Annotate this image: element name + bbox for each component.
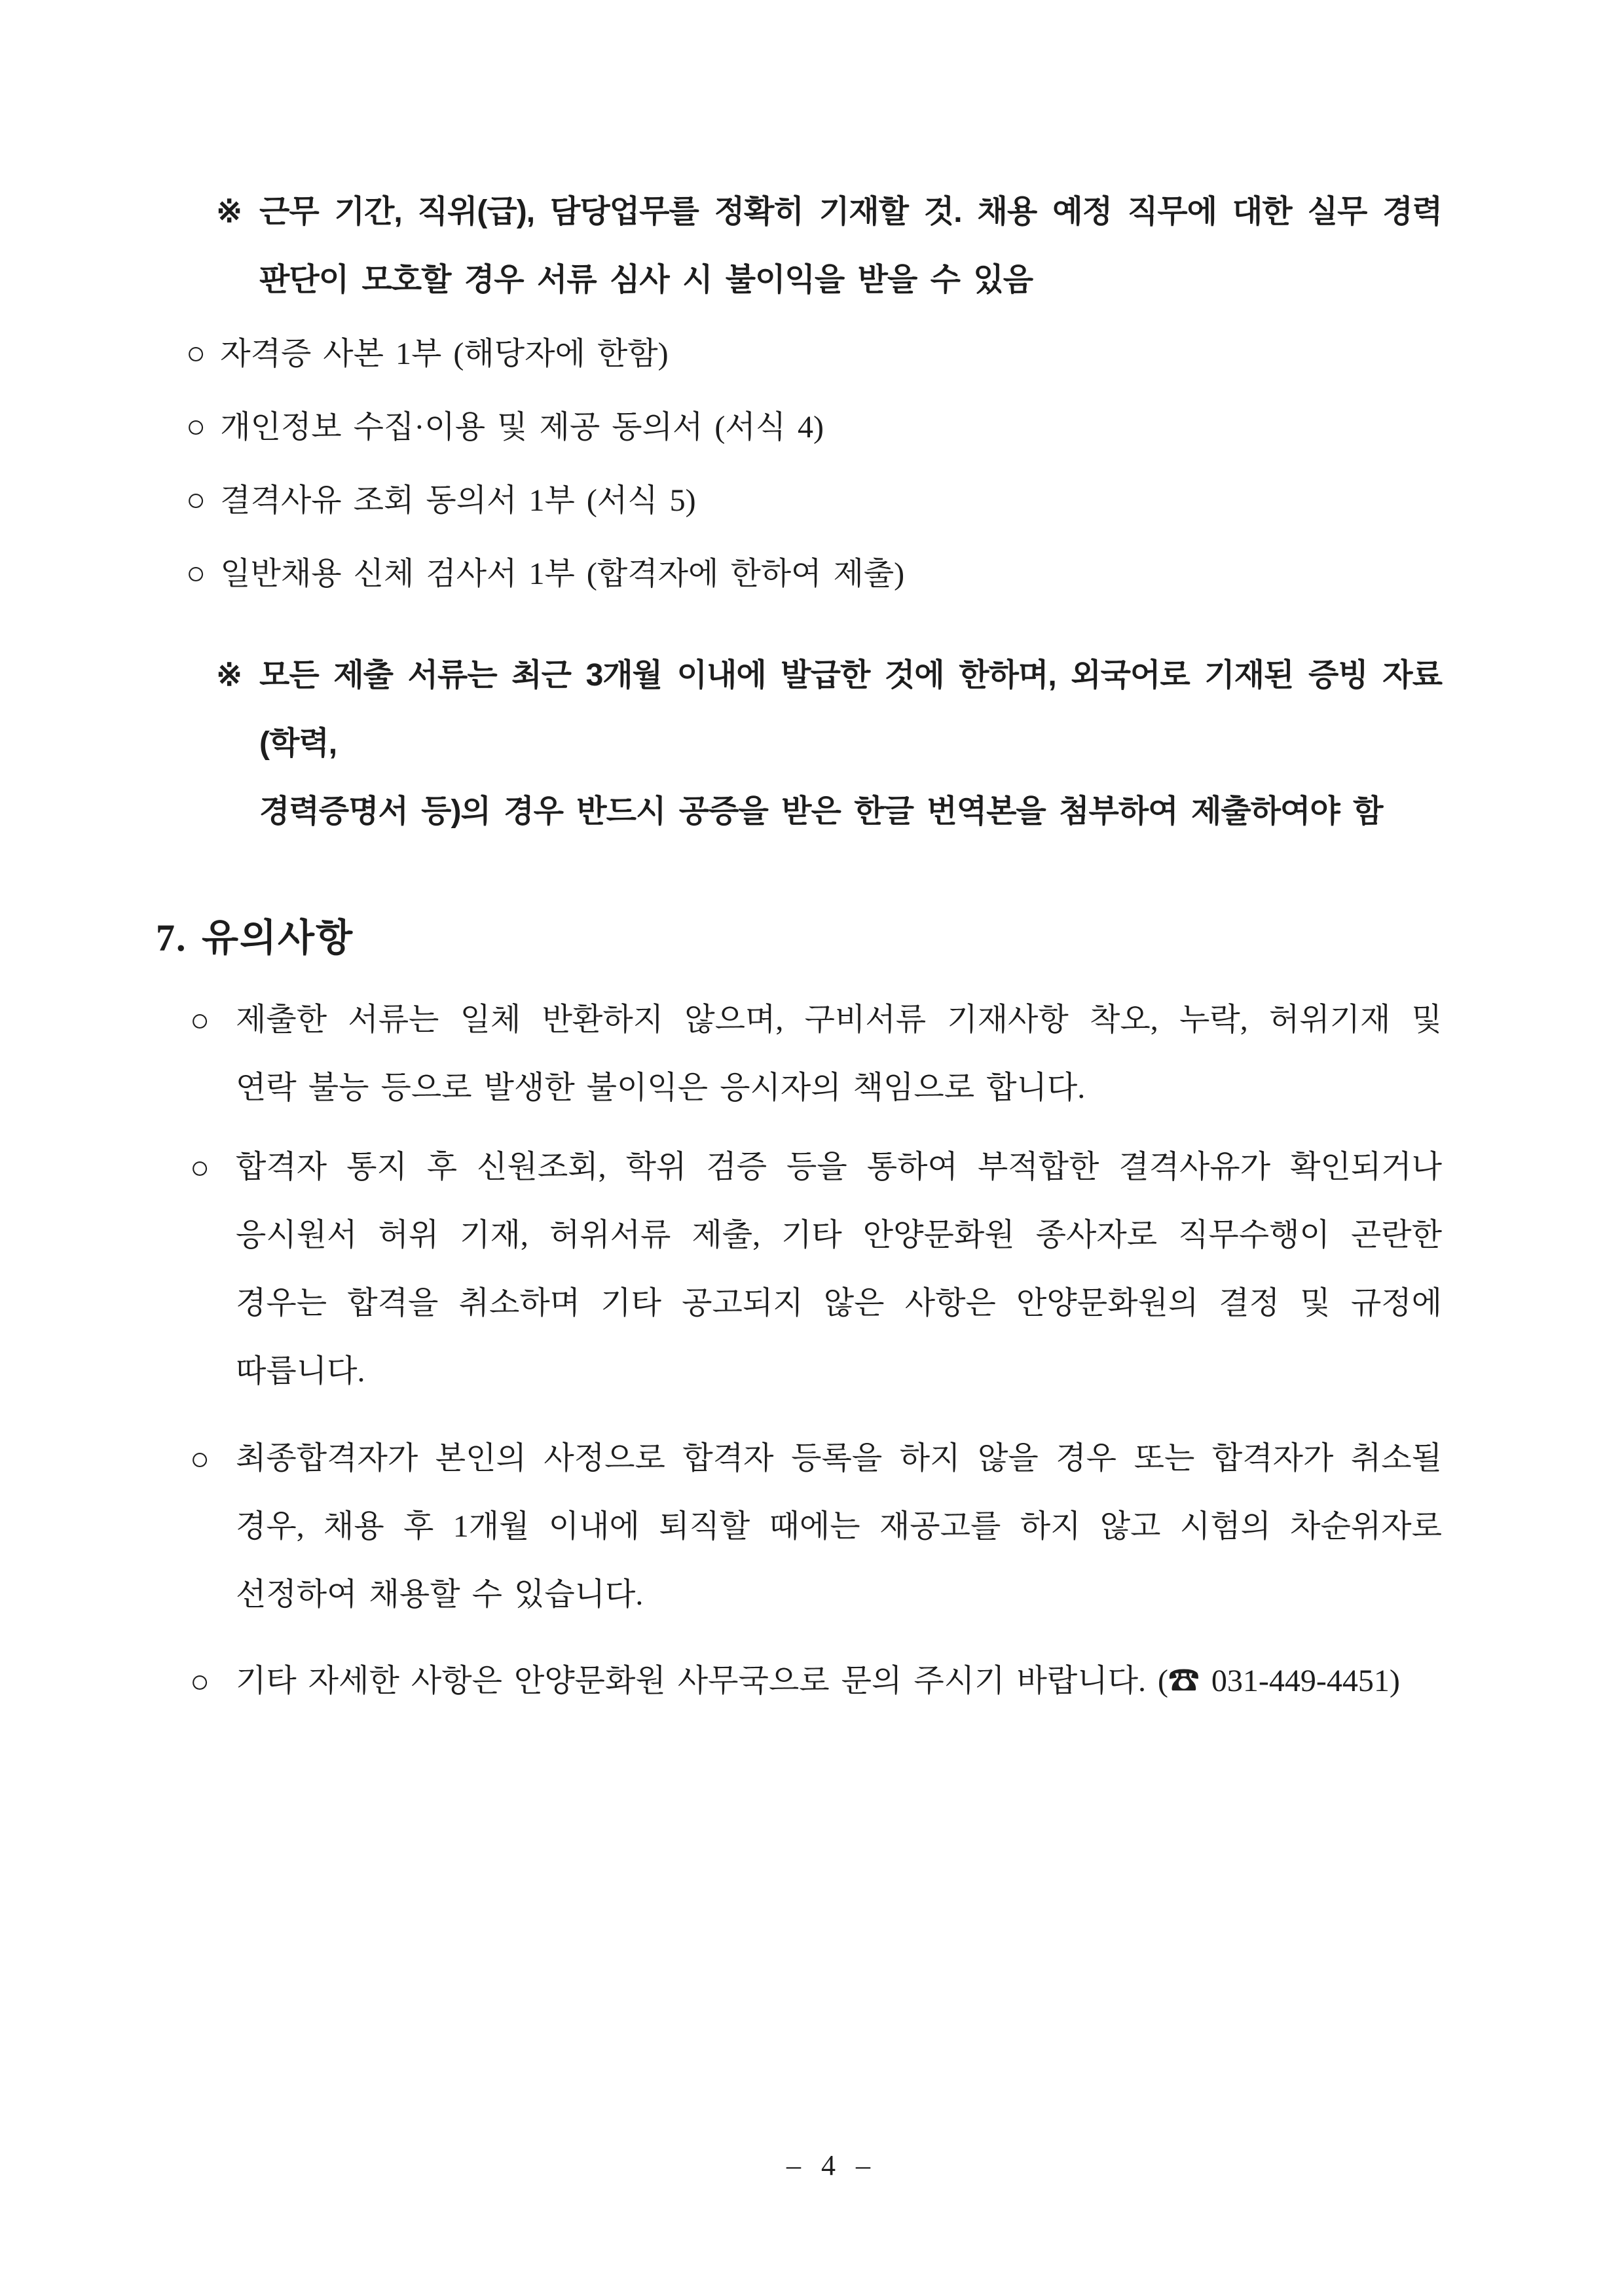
note-line: 경력증명서 등)의 경우 반드시 공증을 받은 한글 번역본을 첨부하여 제출하여야 함 [259,794,1383,829]
paragraph-runner-up [190,1425,1442,1629]
section-heading: 7. 유의사항 [156,917,354,959]
list-item-text: 결격사유 조회 동의서 1부 (서식 5) [220,483,696,518]
circle-bullet-icon: ○ [190,1002,210,1038]
paragraph-disqualification [190,1133,1442,1406]
circle-bullet-icon: ○ [190,1440,210,1477]
note-line: 근무 기간, 직위(급), 담당업무를 정확히 기재할 것. 채용 예정 직무에 대한 실무 경력 [259,194,1442,229]
circle-bullet-icon: ○ [186,335,206,371]
circle-bullet-icon: ○ [190,1663,210,1700]
note-recent-issue [216,642,1442,846]
attachment-list [186,317,1442,610]
note-line: 모든 제출 서류는 최근 3개월 이내에 발급한 것에 한하며, 외국어로 기재된 증빙 자료(학력, [259,658,1442,761]
circle-bullet-icon: ○ [186,555,206,591]
list-item [186,464,1442,537]
paragraph-line: 합격자 통지 후 신원조회, 학위 검증 등을 통하여 부적합한 결격사유가 확인되거나 [236,1150,1442,1184]
paragraph-returned-documents [190,986,1442,1122]
paragraph-line: 연락 불능 등으로 발생한 불이익은 응시자의 책임으로 합니다. [236,1070,1086,1105]
paragraph-line: 경우는 합격을 취소하며 기타 공고되지 않은 사항은 안양문화원의 결정 및 규정에 [236,1286,1442,1321]
paragraph-line: 응시원서 허위 기재, 허위서류 제출, 기타 안양문화원 종사자로 직무수행이 곤란한 [236,1218,1442,1252]
circle-bullet-icon: ○ [186,408,206,445]
circle-bullet-icon: ○ [190,1149,210,1186]
list-item [186,390,1442,464]
list-item [186,537,1442,610]
paragraph-line: 기타 자세한 사항은 안양문화원 사무국으로 문의 주시기 바랍니다. (☎ 031-449-4451) [236,1664,1400,1698]
paragraph-line: 경우, 채용 후 1개월 이내에 퇴직할 때에는 재공고를 하지 않고 시험의 차순위자로 [236,1509,1442,1544]
paragraph-line: 선정하여 채용할 수 있습니다. [236,1577,644,1612]
note-line: 판단이 모호할 경우 서류 심사 시 불이익을 받을 수 있음 [259,263,1033,297]
paragraph-line: 제출한 서류는 일체 반환하지 않으며, 구비서류 기재사항 착오, 누락, 허위기재 및 [236,1002,1442,1037]
paragraph-line: 따릅니다. [236,1354,365,1389]
reference-mark-icon: ※ [216,194,242,229]
reference-mark-icon: ※ [216,658,242,693]
list-item-text: 개인정보 수집·이용 및 제공 동의서 (서식 4) [220,410,824,445]
paragraph-contact [190,1647,1442,1715]
circle-bullet-icon: ○ [186,481,206,518]
page-number: – 4 – [786,2149,877,2181]
list-item-text: 일반채용 신체 검사서 1부 (합격자에 한하여 제출) [220,556,905,591]
list-item [186,317,1442,390]
note-work-period [216,178,1442,314]
list-item-text: 자격증 사본 1부 (해당자에 한함) [220,337,669,371]
paragraph-line: 최종합격자가 본인의 사정으로 합격자 등록을 하지 않을 경우 또는 합격자가 취소될 [236,1441,1442,1476]
